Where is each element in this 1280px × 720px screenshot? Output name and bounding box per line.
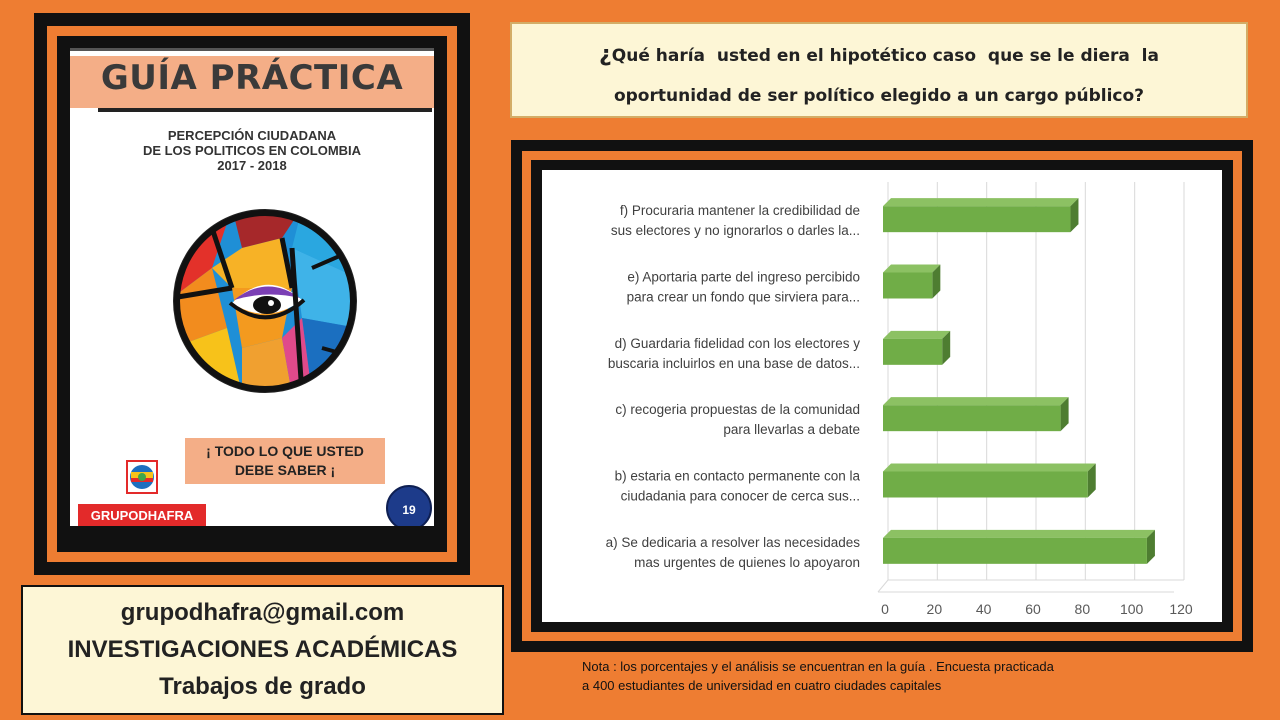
question-line-1 [512, 42, 1246, 67]
bar-top [883, 530, 1155, 538]
bar [883, 472, 1088, 498]
floor-edge [878, 580, 888, 592]
chart-orange-border [522, 151, 1242, 641]
colombia-seal-icon [126, 460, 158, 494]
cover-number-badge: 19 [386, 485, 432, 526]
chart-frame [511, 140, 1253, 652]
cover-subtitle-line: PERCEPCIÓN CIUDADANA [167, 128, 337, 143]
x-tick-label: 0 [881, 601, 889, 617]
cover-page [70, 48, 434, 526]
contact-grade: Trabajos de grado [159, 673, 366, 700]
survey-note-line: a 400 estudiantes de universidad en cuatro ciudades capitales [582, 678, 942, 693]
contact-research: INVESTIGACIONES ACADÉMICAS [67, 636, 458, 663]
bar-top [883, 331, 950, 339]
cover-title-underline [98, 108, 432, 112]
cover-subtitle [70, 128, 434, 173]
category-label: sus electores y no ignorarlos o darles la... [610, 223, 860, 239]
bar-top [883, 265, 940, 273]
cover-slogan-line: ¡ TODO LO QUE USTED [206, 443, 364, 459]
category-label: c) recogeria propuestas de la comunidad [615, 402, 860, 418]
cover-black-border [57, 36, 447, 552]
cover-brand-box [78, 504, 206, 526]
category-label: e) Aportaria parte del ingreso percibido [627, 269, 860, 285]
bar-top [883, 464, 1096, 472]
category-label: mas urgentes de quienes lo apoyaron [634, 554, 860, 570]
question-line-2: oportunidad de ser político elegido a un cargo público? [613, 86, 1145, 106]
category-label: buscaria incluirlos en una base de datos... [607, 355, 860, 371]
category-label: ciudadania para conocer de cerca sus... [620, 488, 860, 504]
cover-top-divider [70, 48, 434, 51]
cover-subtitle-line: DE LOS POLITICOS EN COLOMBIA [142, 143, 362, 158]
category-label: para llevarlas a debate [723, 422, 860, 438]
chart-plot-area [542, 170, 1222, 622]
category-label: f) Procuraria mantener la credibilidad de [619, 203, 860, 219]
stained-glass-face-emblem [172, 208, 358, 394]
cover-subtitle-line: 2017 - 2018 [217, 158, 287, 173]
bar-top [883, 198, 1078, 206]
book-cover [34, 13, 470, 575]
bar [883, 206, 1070, 232]
question-line-1-text: Qué haría usted en el hipotético caso que se le diera la [611, 46, 1159, 66]
bar [883, 273, 932, 299]
chart-black-border [531, 160, 1233, 632]
x-tick-label: 100 [1119, 601, 1144, 617]
cover-slogan [185, 442, 385, 480]
category-label: d) Guardaria fidelidad con los electores y [614, 335, 860, 351]
contact-email: grupodhafra@gmail.com [120, 599, 405, 626]
x-tick-label: 40 [975, 601, 992, 617]
category-label: b) estaria en contacto permanente con la [614, 468, 860, 484]
cover-slogan-box [185, 438, 385, 484]
bar [883, 339, 942, 365]
bar-top [883, 397, 1069, 405]
category-label: para crear un fondo que sirviera para... [626, 289, 860, 305]
question-mark: ¿ [599, 42, 612, 67]
cover-title: GUÍA PRÁCTICA [100, 58, 404, 98]
contact-box [21, 585, 504, 715]
x-tick-label: 120 [1169, 601, 1193, 617]
bar [883, 405, 1061, 431]
survey-note-line: Nota : los porcentajes y el análisis se encuentran en la guía . Encuesta practicada [582, 659, 1054, 674]
x-tick-label: 20 [926, 601, 943, 617]
bar-chart [542, 170, 1222, 622]
cover-brand: GRUPODHAFRA [90, 508, 194, 523]
cover-slogan-line: DEBE SABER ¡ [234, 462, 336, 478]
bar [883, 538, 1147, 564]
category-label: a) Se dedicaria a resolver las necesidades [605, 534, 860, 550]
x-tick-label: 80 [1074, 601, 1091, 617]
cover-orange-border [47, 26, 457, 562]
question-box [510, 22, 1248, 118]
survey-note [582, 657, 1262, 695]
x-tick-label: 60 [1025, 601, 1041, 617]
